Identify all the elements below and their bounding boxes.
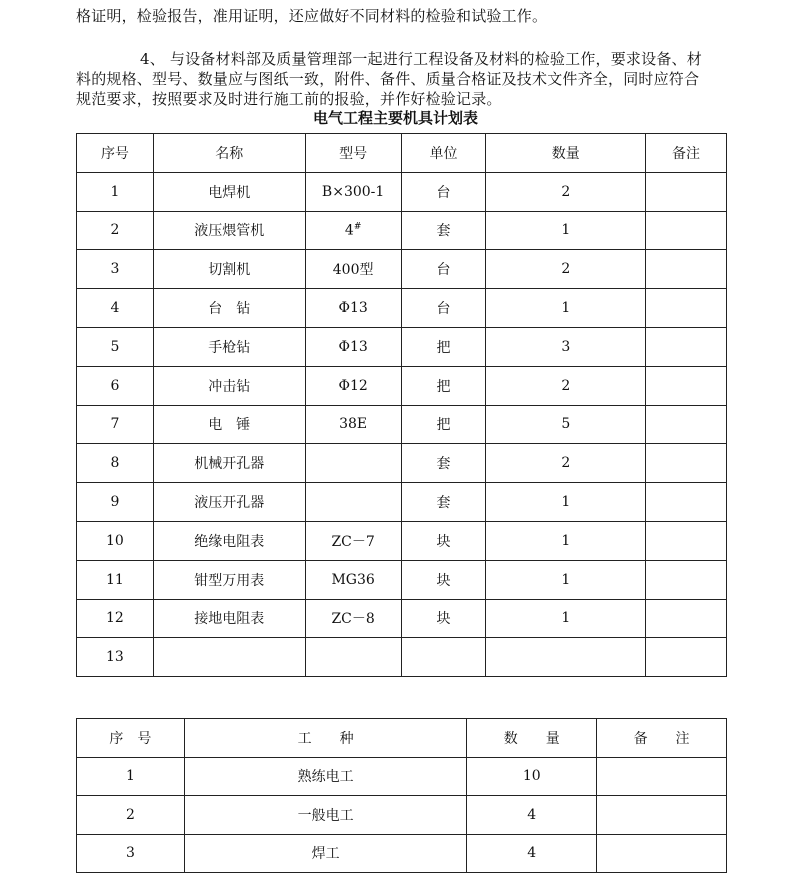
cell-remark — [646, 483, 727, 522]
cell-index: 9 — [77, 483, 154, 522]
table-row — [77, 327, 727, 366]
cell-trade: 一般电工 — [184, 796, 466, 835]
table-row — [77, 444, 727, 483]
cell-model: 38E — [305, 405, 401, 444]
cell-name: 接地电阻表 — [153, 599, 305, 638]
cell-quantity — [486, 638, 646, 677]
cell-quantity: 10 — [467, 757, 597, 796]
cell-remark — [597, 834, 727, 873]
header-cell-remark: 备注 — [646, 134, 727, 173]
cell-model: B×300-1 — [305, 172, 401, 211]
cell-index: 2 — [77, 796, 185, 835]
cell-remark — [646, 405, 727, 444]
cell-model: Φ13 — [305, 327, 401, 366]
intro-text-line: 4、 与设备材料部及质量管理部一起进行工程设备及材料的检验工作，要求设备、材 — [140, 50, 702, 68]
cell-unit: 台 — [401, 172, 486, 211]
cell-remark — [646, 638, 727, 677]
cell-quantity: 2 — [486, 366, 646, 405]
table-row — [77, 366, 727, 405]
cell-quantity: 1 — [486, 211, 646, 250]
cell-remark — [646, 172, 727, 211]
cell-model: 4# — [305, 211, 401, 250]
cell-quantity: 1 — [486, 483, 646, 522]
table-row — [77, 599, 727, 638]
cell-trade: 熟练电工 — [184, 757, 466, 796]
cell-remark — [646, 250, 727, 289]
cell-name: 冲击钻 — [153, 366, 305, 405]
header-cell-model: 型号 — [305, 134, 401, 173]
table-title: 电气工程主要机具计划表 — [312, 109, 478, 127]
table-row — [77, 834, 727, 873]
cell-model: Φ13 — [305, 289, 401, 328]
header-cell-trade: 工 种 — [184, 719, 466, 758]
table-row — [77, 757, 727, 796]
cell-name: 电焊机 — [153, 172, 305, 211]
cell-index: 11 — [77, 560, 154, 599]
cell-index: 4 — [77, 289, 154, 328]
table-row — [77, 250, 727, 289]
cell-unit: 台 — [401, 250, 486, 289]
cell-remark — [646, 289, 727, 328]
cell-quantity: 5 — [486, 405, 646, 444]
intro-paragraph-1 — [76, 6, 736, 26]
header-cell-index: 序号 — [77, 134, 154, 173]
cell-remark — [646, 444, 727, 483]
cell-index: 3 — [77, 250, 154, 289]
header-cell-index: 序 号 — [77, 719, 185, 758]
cell-index: 13 — [77, 638, 154, 677]
cell-unit: 套 — [401, 483, 486, 522]
cell-unit: 把 — [401, 366, 486, 405]
cell-model: 400型 — [305, 250, 401, 289]
cell-index: 10 — [77, 521, 154, 560]
cell-name: 切割机 — [153, 250, 305, 289]
table-row — [77, 211, 727, 250]
cell-name: 液压开孔器 — [153, 483, 305, 522]
cell-quantity: 1 — [486, 560, 646, 599]
table-row — [77, 405, 727, 444]
intro-text-line: 格证明，检验报告，准用证明，还应做好不同材料的检验和试验工作。 — [76, 7, 548, 25]
cell-model — [305, 638, 401, 677]
cell-remark — [646, 327, 727, 366]
cell-index: 5 — [77, 327, 154, 366]
cell-unit: 台 — [401, 289, 486, 328]
cell-index: 1 — [77, 757, 185, 796]
cell-name: 电 锤 — [153, 405, 305, 444]
cell-unit: 把 — [401, 405, 486, 444]
table-row — [77, 521, 727, 560]
table-row — [77, 638, 727, 677]
table-row — [77, 483, 727, 522]
cell-quantity: 4 — [467, 796, 597, 835]
cell-unit — [401, 638, 486, 677]
header-cell-unit: 单位 — [401, 134, 486, 173]
cell-model: MG36 — [305, 560, 401, 599]
cell-remark — [597, 796, 727, 835]
table-row — [77, 289, 727, 328]
cell-quantity: 1 — [486, 521, 646, 560]
cell-remark — [646, 521, 727, 560]
cell-quantity: 2 — [486, 250, 646, 289]
cell-unit: 块 — [401, 599, 486, 638]
header-cell-quantity: 数量 — [486, 134, 646, 173]
table-header-row — [77, 719, 727, 758]
cell-unit: 套 — [401, 211, 486, 250]
table-row — [77, 560, 727, 599]
intro-text-line: 规范要求，按照要求及时进行施工前的报验，并作好检验记录。 — [76, 90, 502, 108]
cell-name: 手枪钻 — [153, 327, 305, 366]
intro-text-line: 料的规格、型号、数量应与图纸一致，附件、备件、质量合格证及技术文件齐全，同时应符合 — [76, 70, 700, 88]
cell-name: 台 钻 — [153, 289, 305, 328]
cell-index: 3 — [77, 834, 185, 873]
cell-index: 12 — [77, 599, 154, 638]
labor-table — [76, 718, 727, 873]
cell-quantity: 3 — [486, 327, 646, 366]
cell-quantity: 4 — [467, 834, 597, 873]
cell-quantity: 1 — [486, 289, 646, 328]
equipment-table — [76, 133, 727, 677]
cell-unit: 套 — [401, 444, 486, 483]
cell-name: 机械开孔器 — [153, 444, 305, 483]
cell-quantity: 1 — [486, 599, 646, 638]
cell-model — [305, 444, 401, 483]
cell-model: ZC－7 — [305, 521, 401, 560]
cell-unit: 把 — [401, 327, 486, 366]
intro-paragraph-2 — [76, 49, 736, 109]
cell-remark — [646, 560, 727, 599]
cell-index: 1 — [77, 172, 154, 211]
cell-index: 6 — [77, 366, 154, 405]
cell-unit: 块 — [401, 560, 486, 599]
table-row — [77, 796, 727, 835]
cell-remark — [646, 366, 727, 405]
header-cell-remark: 备 注 — [597, 719, 727, 758]
cell-model: Φ12 — [305, 366, 401, 405]
cell-name — [153, 638, 305, 677]
cell-name: 绝缘电阻表 — [153, 521, 305, 560]
header-cell-quantity: 数 量 — [467, 719, 597, 758]
cell-model: ZC－8 — [305, 599, 401, 638]
cell-index: 7 — [77, 405, 154, 444]
table-row — [77, 172, 727, 211]
cell-trade: 焊工 — [184, 834, 466, 873]
cell-remark — [646, 599, 727, 638]
cell-remark — [646, 211, 727, 250]
cell-remark — [597, 757, 727, 796]
header-cell-name: 名称 — [153, 134, 305, 173]
cell-name: 液压煨管机 — [153, 211, 305, 250]
cell-unit: 块 — [401, 521, 486, 560]
cell-index: 8 — [77, 444, 154, 483]
cell-quantity: 2 — [486, 444, 646, 483]
cell-quantity: 2 — [486, 172, 646, 211]
table-header-row — [77, 134, 727, 173]
cell-index: 2 — [77, 211, 154, 250]
cell-name: 钳型万用表 — [153, 560, 305, 599]
cell-model — [305, 483, 401, 522]
